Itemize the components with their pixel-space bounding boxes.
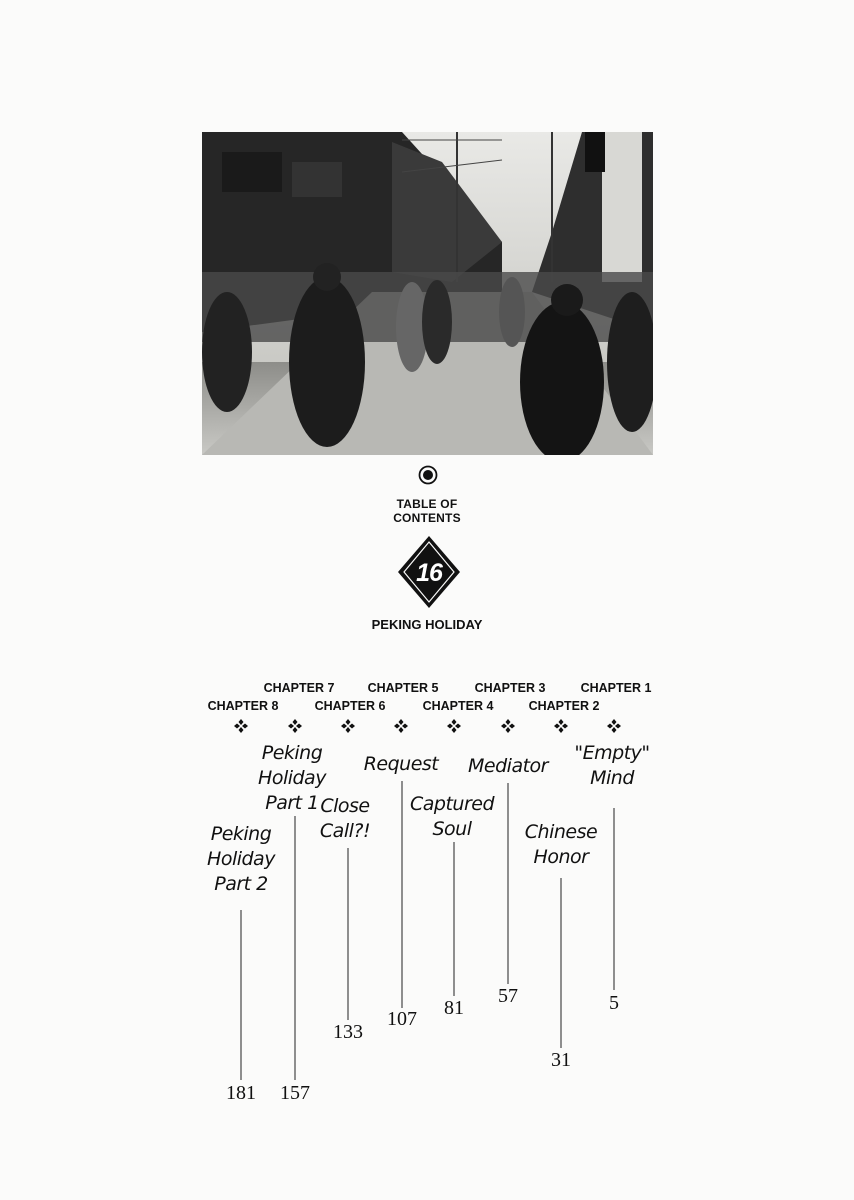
chapter-7-label: CHAPTER 7 xyxy=(263,681,335,695)
chapter-7-page: 157 xyxy=(280,1082,310,1104)
chapter-3-title: Mediator xyxy=(468,755,548,777)
chapter-7-title: Peking Holiday Part 1 xyxy=(258,742,326,814)
chapter-5-label: CHAPTER 5 xyxy=(367,681,439,695)
chapter-4-label: CHAPTER 4 xyxy=(422,699,494,713)
chapter-2-page: 31 xyxy=(551,1049,571,1071)
chapter-3-label: CHAPTER 3 xyxy=(474,681,546,695)
chapter-1-page: 5 xyxy=(609,992,619,1014)
toc-label-text: TABLE OF CONTENTS xyxy=(393,497,461,525)
chapter-3-page: 57 xyxy=(498,985,518,1007)
chapter-8-page: 181 xyxy=(226,1082,256,1104)
chapter-5-title: Request xyxy=(363,753,439,775)
chapter-6-page: 133 xyxy=(333,1021,363,1043)
chapter-6-title: Close Call?! xyxy=(319,795,371,842)
chapter-5-page: 107 xyxy=(387,1008,417,1030)
chapter-4-title: Captured Soul xyxy=(409,793,495,840)
chapter-8-label: CHAPTER 8 xyxy=(207,699,279,713)
volume-title: PEKING HOLIDAY xyxy=(371,617,483,632)
chapter-8-title: Peking Holiday Part 2 xyxy=(207,823,275,895)
chapter-6-label: CHAPTER 6 xyxy=(314,699,386,713)
volume-number: 16 xyxy=(416,559,442,587)
chapter-2-title: Chinese Honor xyxy=(524,821,598,868)
chapter-4-page: 81 xyxy=(444,997,464,1019)
chapter-1-title: "Empty" Mind xyxy=(574,742,650,789)
chapter-2-label: CHAPTER 2 xyxy=(528,699,600,713)
chapter-1-label: CHAPTER 1 xyxy=(580,681,652,695)
